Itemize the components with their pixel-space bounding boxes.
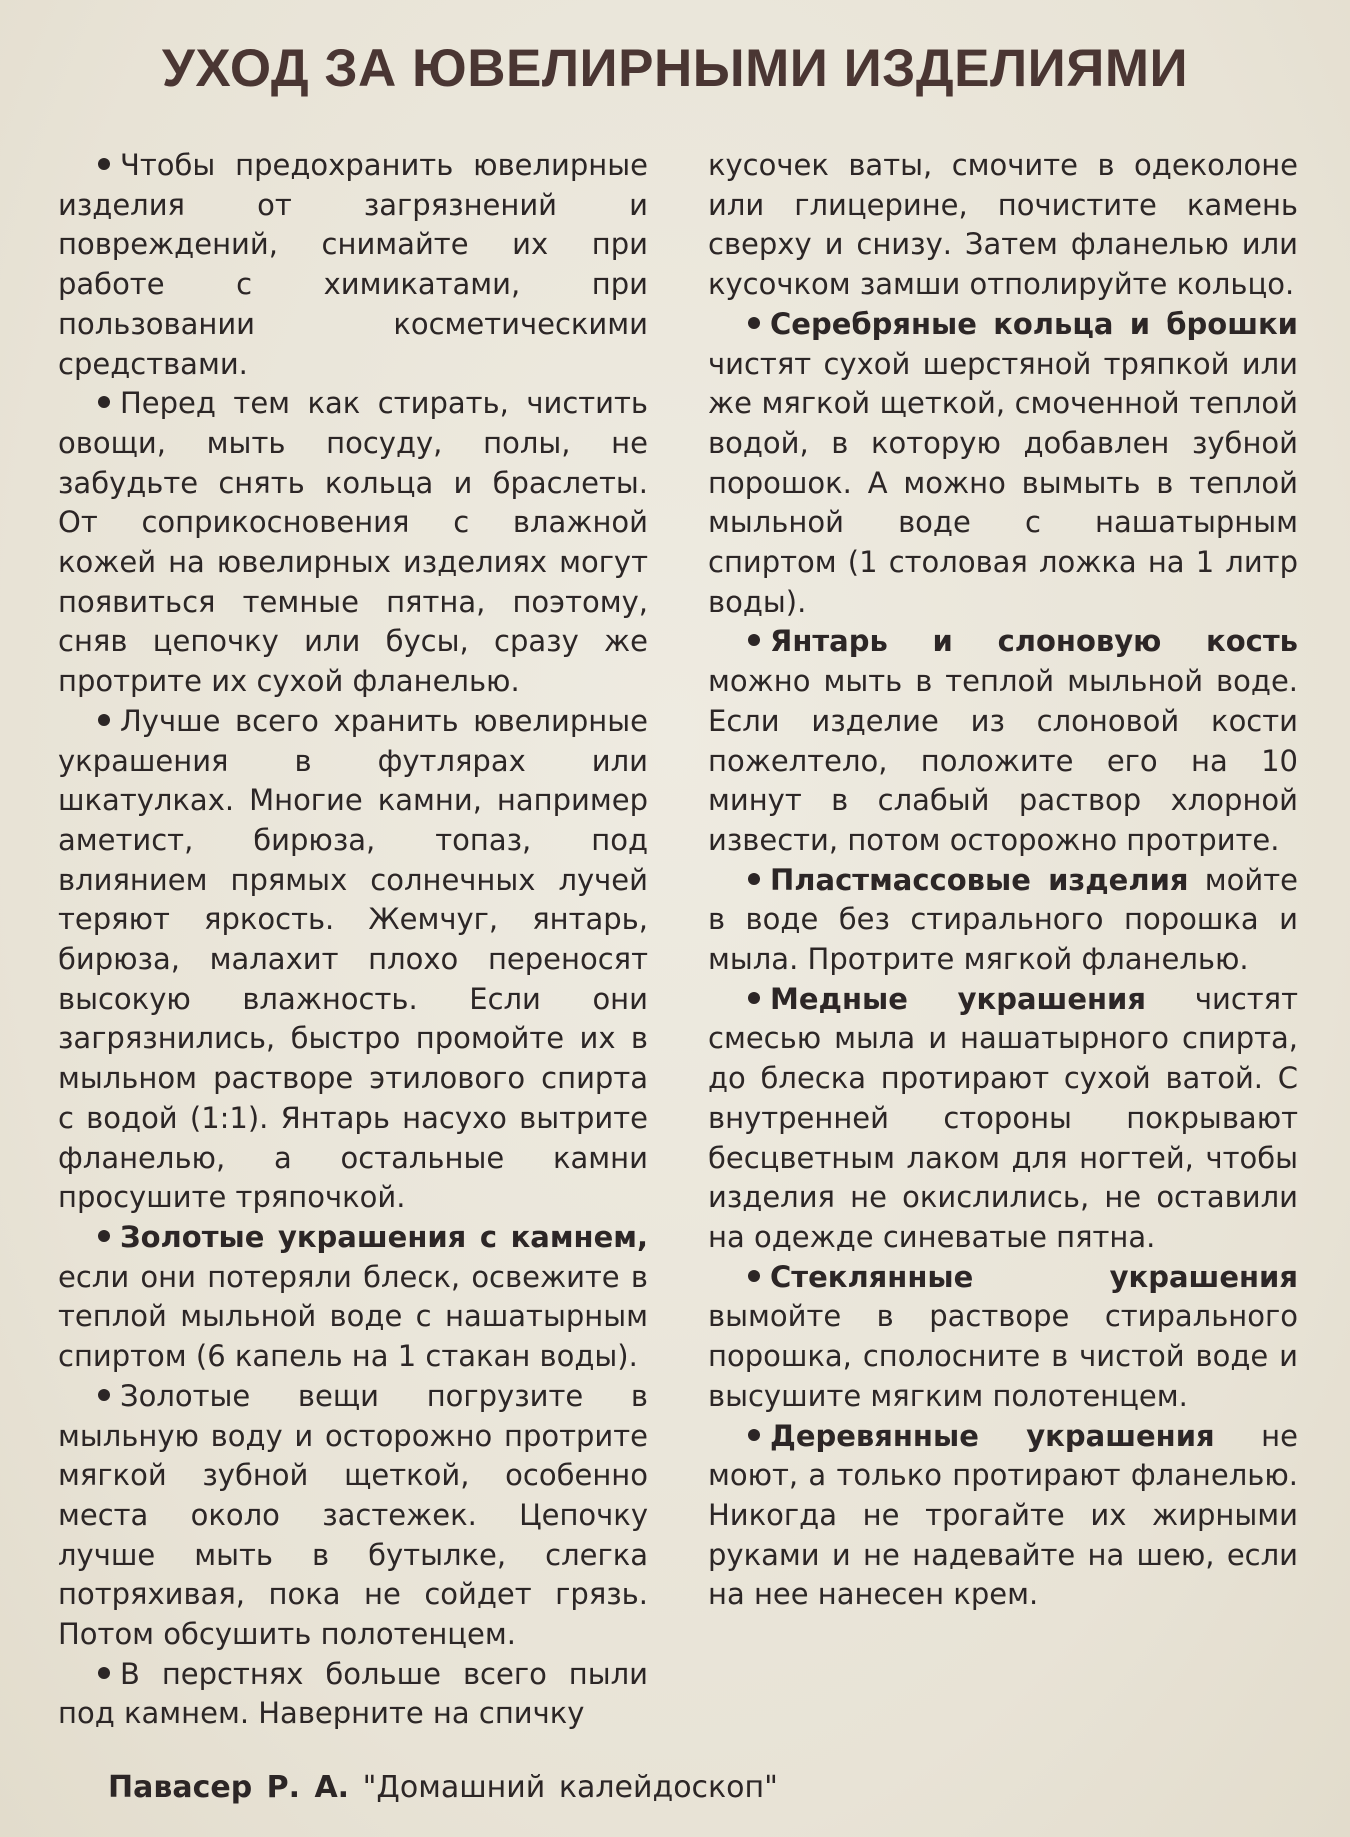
- bullet-icon: [98, 714, 110, 726]
- source-author: Павасер Р. А.: [108, 1770, 350, 1805]
- bullet-icon: [98, 1230, 110, 1242]
- bullet-icon: [98, 158, 110, 170]
- paragraph-text: чистят смесью мыла и нашатырного спирта, до блеска протирают сухой ватой. С внутренней стороны покрывают бесцветным лаком для ногтей, чтобы изделия не окислились, не оставили на одежде синеватые пятна.: [708, 981, 1298, 1254]
- paragraph-text: Золотые вещи погрузите в мыльную воду и осторожно протрите мягкой зубной щеткой, особенно места около застежек. Цепочку лучше мыть в бутылке, слегка потряхивая, пока не сойдет грязь. Потом обсушить полотенцем.: [58, 1378, 648, 1652]
- bullet-icon: [748, 634, 760, 646]
- paragraph-text: Перед тем как стирать, чистить овощи, мыть посуду, полы, не забудьте снять кольца и браслеты. От соприкосновения с влажной кожей на ювелирных изделиях могут появиться темные пятна, поэтому, сняв цепочку или бусы, сразу же протрите их сухой фланелью.: [58, 386, 648, 699]
- source-citation: [108, 1770, 778, 1805]
- right-column: [708, 146, 1298, 1615]
- left-column: [58, 146, 648, 1734]
- page-title: УХОД ЗА ЮВЕЛИРНЫМИ ИЗДЕЛИЯМИ: [161, 39, 1189, 98]
- source-book: "Домашний калейдоскоп": [362, 1770, 778, 1805]
- paragraph-text: В перстнях больше всего пыли под камнем. Наверните на спичку: [58, 1656, 648, 1731]
- paragraph-text: мойте в воде без стирального порошка и мыла. Протрите мягкой фланелью.: [708, 862, 1299, 977]
- paragraph-text: кусочек ваты, смочите в одеколоне или глицерине, почистите камень сверху и снизу. Затем фланелью или кусочком замши отполируйте кольцо.: [708, 148, 1298, 302]
- paragraph-lead: Золотые украшения с камнем,: [120, 1219, 648, 1254]
- paragraph-wooden: [708, 1417, 1298, 1616]
- bullet-icon: [748, 1270, 760, 1282]
- paragraph-text: можно мыть в теплой мыльной воде. Если изделие из слоновой кости пожелтело, положите его на 10 минут в слабый раствор хлорной извести, потом осторожно протрите.: [708, 664, 1298, 857]
- bullet-icon: [748, 992, 760, 1004]
- paragraph-amber-ivory: [708, 622, 1298, 860]
- paragraph-text: чистят сухой шерстяной тряпкой или же мягкой щеткой, смоченной теплой водой, в которую добавлен зубной порошок. А можно вымыть в теплой мыльной воде с нашатырным спиртом (1 столовая ложка на 1 литр воды).: [708, 346, 1298, 619]
- paragraph-lead: Медные украшения: [770, 981, 1146, 1016]
- paragraph-text: Лучше всего хранить ювелирные украшения в футлярах или шкатулках. Многие камни, например аметист, бирюза, топаз, под влиянием прямых солнечных лучей теряют яркость. Жемчуг, янтарь, бирюза, малахит плохо переносят высокую влажность. Если они загрязнились, быстро промойте их в мыльном растворе этилового спирта с водой (1:1). Янтарь насухо вытрите фланелью, а остальные камни просушите тряпочкой.: [58, 703, 648, 1215]
- paragraph-lead: Серебряные кольца и брошки: [770, 306, 1298, 341]
- paragraph-protection: [58, 146, 648, 384]
- paragraph-text: если они потеряли блеск, освежите в теплой мыльной воде с нашатырным спиртом (6 капель на 1 стакан воды).: [58, 1259, 648, 1374]
- paragraph-glass: [708, 1258, 1298, 1417]
- paragraph-storage: [58, 702, 648, 1218]
- paragraph-rings-continued: [708, 146, 1298, 305]
- paragraph-copper: [708, 980, 1298, 1258]
- bullet-icon: [98, 396, 110, 408]
- paragraph-text: вымойте в растворе стирального порошка, сполосните в чистой воде и высушите мягким полотенцем.: [708, 1299, 1298, 1413]
- paragraph-lead: Стеклянные украшения: [770, 1259, 1298, 1294]
- paragraph-lead: Янтарь и слоновую кость: [770, 624, 1298, 659]
- bullet-icon: [748, 873, 760, 885]
- paragraph-gold-with-stone: [58, 1218, 648, 1377]
- paragraph-lead: Пластмассовые изделия: [770, 862, 1189, 897]
- paragraph-silver: [708, 305, 1298, 623]
- bullet-icon: [98, 1667, 110, 1679]
- paragraph-household: [58, 384, 648, 702]
- paragraph-text: Чтобы предохранить ювелирные изделия от загрязнений и повреждений, снимайте их при работе с химикатами, при пользовании косметическими средствами.: [58, 148, 648, 381]
- paragraph-rings: [58, 1655, 648, 1734]
- bullet-icon: [98, 1389, 110, 1401]
- paragraph-gold-items: [58, 1377, 648, 1655]
- bullet-icon: [748, 1429, 760, 1441]
- bullet-icon: [748, 317, 760, 329]
- paragraph-plastic: [708, 861, 1298, 980]
- paragraph-lead: Деревянные украшения: [770, 1418, 1215, 1453]
- paragraph-text: не моют, а только протирают фланелью. Никогда не трогайте их жирными руками и не надевайте на шею, если на нее нанесен крем.: [708, 1418, 1298, 1612]
